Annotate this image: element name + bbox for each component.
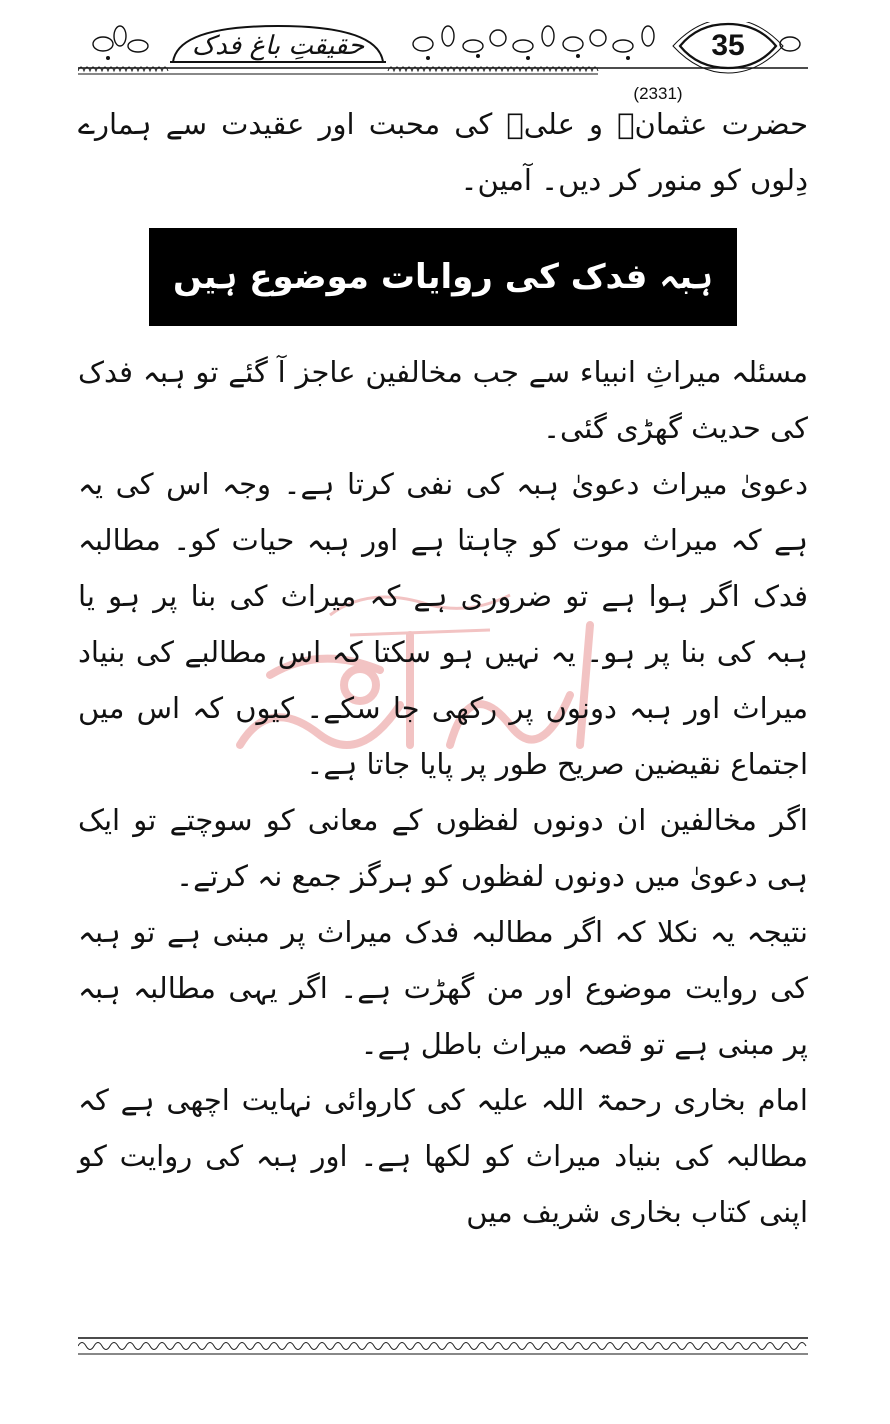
paragraph: امام بخاری رحمۃ اللہ علیہ کی کاروائی نہایت اچھی ہے کہ مطالبہ کی بنیاد میراث کو لکھا ہے۔ اور ہبہ کی روایت کو اپنی کتاب بخاری شریف میں [78, 1083, 808, 1229]
paragraph: مسئلہ میراثِ انبیاء سے جب مخالفین عاجز آ گئے تو ہبہ فدک کی حدیث گھڑی گئی۔ [78, 355, 808, 445]
section-heading-block [78, 228, 808, 326]
paragraph: اگر مخالفین ان دونوں لفظوں کے معانی کو سوچتے تو ایک ہی دعویٰ میں دونوں لفظوں کو ہرگز جمع نہ کرتے۔ [78, 803, 808, 893]
footer-border-icon [78, 1335, 808, 1357]
page-header [78, 22, 808, 103]
section-heading: ہبہ فدک کی روایات موضوع ہیں [149, 228, 737, 326]
scan-page-number: (2331) [633, 84, 683, 103]
book-title: حقیقتِ باغ فدک [191, 31, 365, 61]
page-body [78, 96, 808, 1240]
paragraph: دعویٰ میراث دعویٰ ہبہ کی نفی کرتا ہے۔ وجہ اس کی یہ ہے کہ میراث موت کو چاہتا ہے اور ہبہ حیات کو۔ مطالبہ فدک اگر ہوا ہے تو ضروری ہے کہ میراث کی بنا پر ہو یا ہبہ کی بنا پر ہو۔ یہ نہیں ہو سکتا کہ اس مطالبے کی بنیاد میراث اور ہبہ دونوں پر رکھی جا سکے۔ کیوں کہ اس میں اجتماع نقیضین صریح طور پر پایا جاتا ہے۔ [78, 467, 808, 781]
paragraph-intro: حضرت عثمانؓ و علیؓ کی محبت اور عقیدت سے ہمارے دِلوں کو منور کر دیں۔ آمین۔ [78, 107, 808, 197]
page-number: 35 [711, 29, 745, 62]
paragraph: نتیجہ یہ نکلا کہ اگر مطالبہ فدک میراث پر مبنی ہے تو ہبہ کی روایت موضوع اور من گھڑت ہے۔ اگر یہی مطالبہ ہبہ پر مبنی ہے تو قصہ میراث باطل ہے۔ [78, 915, 808, 1061]
